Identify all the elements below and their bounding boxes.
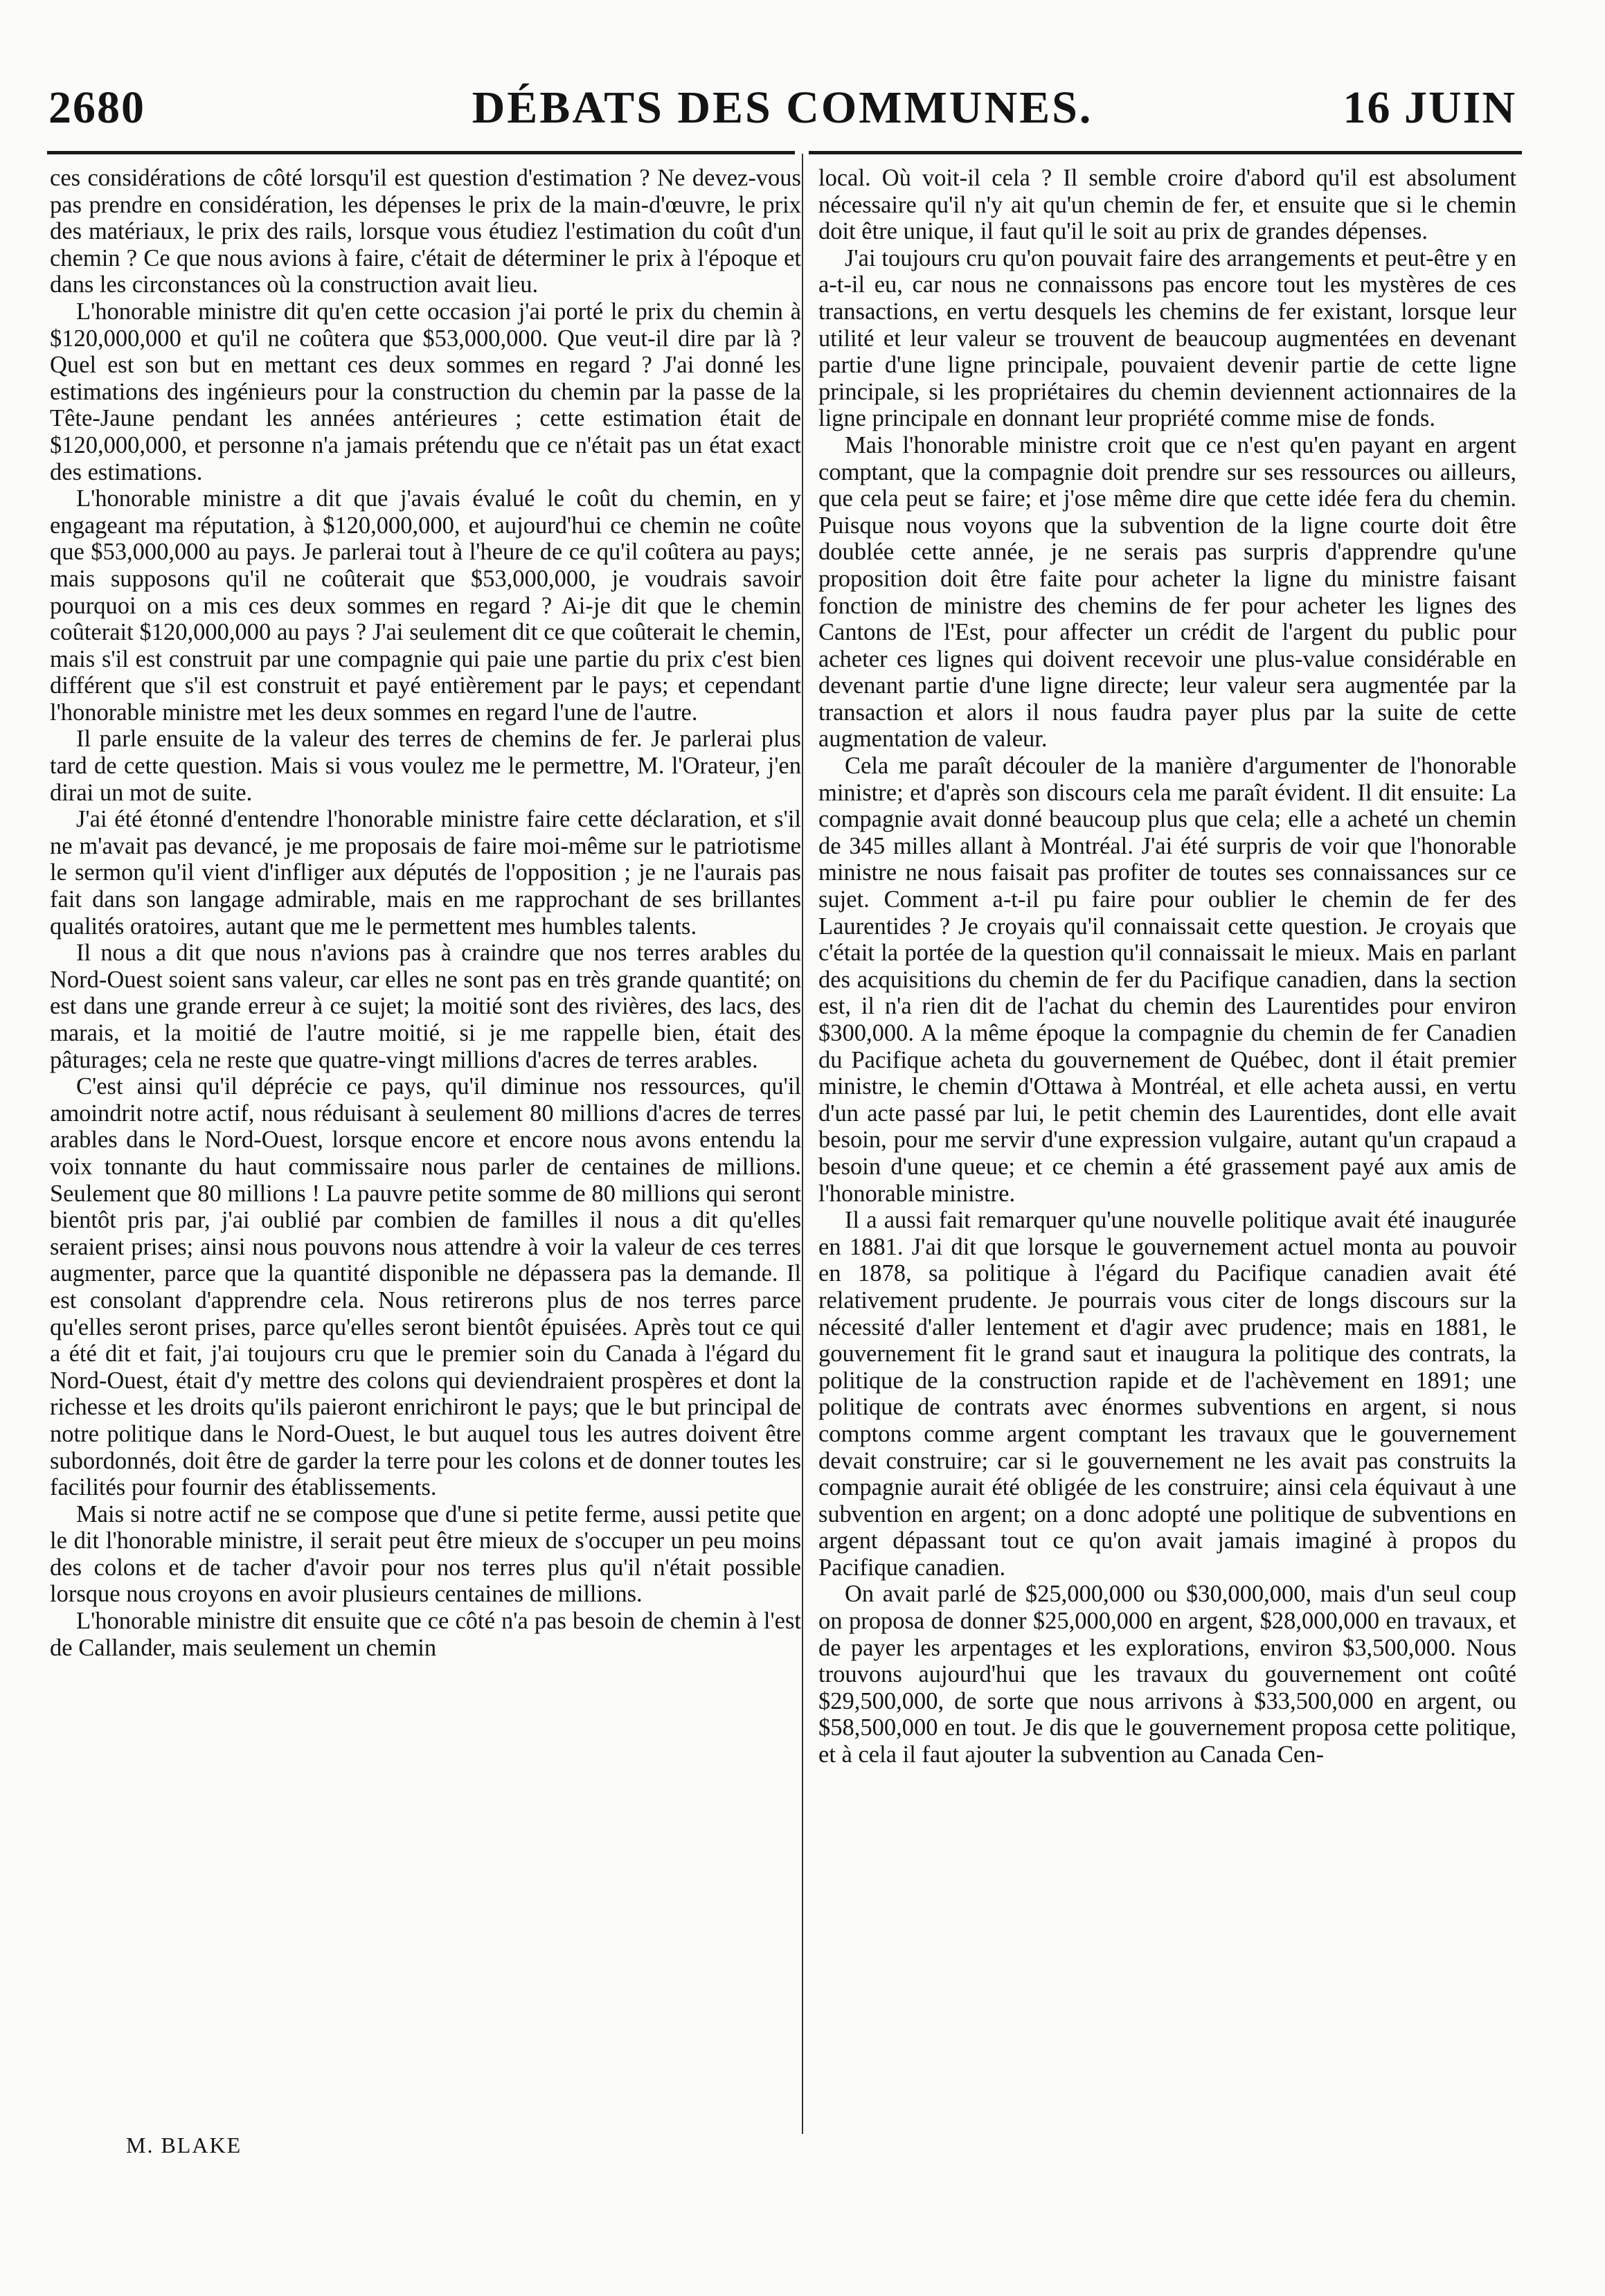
paragraph: L'honorable ministre dit ensuite que ce côté n'a pas besoin de chemin à l'est de Callander, mais seulement un chemin [50,1608,801,1661]
right-column [818,165,1516,1768]
paragraph: L'honorable ministre a dit que j'avais évalué le coût du chemin, en y engageant ma réputation, à $120,000,000, et aujourd'hui ce chemin ne coûte que $53,000,000 au pays. Je parlerai tout à l'heure de ce qu'il coûtera au pays; mais supposons qu'il ne coûterait que $53,000,000, je voudrais savoir pourquoi on a mis ces deux sommes en regard ? Ai-je dit que le chemin coûterait $120,000,000 au pays ? J'ai seulement dit ce que coûterait le chemin, mais s'il est construit par une compagnie qui paie une partie du prix c'est bien différent que s'il est construit et payé entièrement par le pays; et cependant l'honorable ministre met les deux sommes en regard l'une de l'autre. [50,485,801,726]
paragraph: ces considérations de côté lorsqu'il est question d'estimation ? Ne devez-vous pas prendre en considération, les dépenses le prix de la main-d'œuvre, le prix des matériaux, le prix des rails, lorsque vous étudiez l'estimation du coût d'un chemin ? Ce que nous avions à faire, c'était de déterminer le prix à l'époque et dans les circonstances où la construction avait lieu. [50,165,801,298]
paragraph: J'ai été étonné d'entendre l'honorable ministre faire cette déclaration, et s'il ne m'avait pas devancé, je me proposais de faire moi-même sur le patriotisme le sermon qu'il vient d'infliger aux députés de l'opposition ; je ne l'aurais pas fait dans son langage admirable, mais en me rapprochant de ses brillantes qualités oratoires, autant que me le permettent mes humbles talents. [50,806,801,940]
header-rule-right [809,151,1522,154]
paragraph: L'honorable ministre dit qu'en cette occasion j'ai porté le prix du chemin à $120,000,000 et qu'il ne coûtera que $53,000,000. Que veut-il dire par là ? Quel est son but en mettant ces deux sommes en regard ? J'ai donné les estimations des ingénieurs pour la construction du chemin par la passe de la Tête-Jaune pendant les années antérieures ; cette estimation était de $120,000,000, et personne n'a jamais prétendu que ce n'était pas un état exact des estimations. [50,298,801,485]
column-divider [802,154,803,2134]
page-date: 16 JUIN [1343,82,1516,133]
paragraph: Il nous a dit que nous n'avions pas à craindre que nos terres arables du Nord-Ouest soient sans valeur, car elles ne sont pas en très grande quantité; on est dans une grande erreur à ce sujet; la moitié sont des rivières, des lacs, des marais, et la moitié de l'autre moitié, si je me rappelle bien, était des pâturages; cela ne reste que quatre-vingt millions d'acres de terres arables. [50,940,801,1073]
header-rule-left [47,151,795,154]
paragraph: Mais si notre actif ne se compose que d'une si petite ferme, aussi petite que le dit l'honorable ministre, il serait peut être mieux de s'occuper un peu moins des colons et de tacher d'avoir pour nos terres plus qu'il n'était possible lorsque nous croyons en avoir plusieurs centaines de millions. [50,1500,801,1608]
left-column [50,165,801,1661]
paragraph: Cela me paraît découler de la manière d'argumenter de l'honorable ministre; et d'après son discours cela me paraît évident. Il dit ensuite: La compagnie avait donné beaucoup plus que cela; elle a acheté un chemin de 345 milles allant à Montréal. J'ai été surpris de voir que l'honorable ministre ne nous faisait pas profiter de toutes ses connaissances sur ce sujet. Comment a-t-il pu faire pour oublier le chemin de fer des Laurentides ? Je croyais qu'il connaissait cette question. Je croyais que c'était la portée de la question qu'il connaissait le mieux. Mais en parlant des acquisitions du chemin de fer du Pacifique canadien, dans la section est, il n'a rien dit de l'achat du chemin des Laurentides pour environ $300,000. A la même époque la compagnie du chemin de fer Canadien du Pacifique acheta du gouvernement de Québec, dont il était premier ministre, le chemin d'Ottawa à Montréal, et elle acheta aussi, en vertu d'un acte passé par lui, le petit chemin des Laurentides, dont elle avait besoin, pour me servir d'une expression vulgaire, autant qu'un crapaud a besoin d'une queue; et ce chemin a été grassement payé aux amis de l'honorable ministre. [818,753,1516,1207]
paragraph: local. Où voit-il cela ? Il semble croire d'abord qu'il est absolument nécessaire qu'il n'y ait qu'un chemin de fer, et ensuite que si le chemin doit être unique, il faut qu'il le soit au prix de grandes dépenses. [818,165,1516,245]
paragraph: J'ai toujours cru qu'on pouvait faire des arrangements et peut-être y en a-t-il eu, car nous ne connaissons pas encore tout les mystères de ces transactions, en vertu desquels les chemins de fer existant, lorsque leur utilité et leur valeur se trouvent de beaucoup augmentées en devenant partie d'une ligne principale, pouvaient devenir partie de cette ligne principale, si les propriétaires du chemin deviennent actionnaires de la ligne principale en donnant leur propriété comme mise de fonds. [818,244,1516,432]
paragraph: Il a aussi fait remarquer qu'une nouvelle politique avait été inaugurée en 1881. J'ai dit que lorsque le gouvernement actuel monta au pouvoir en 1878, sa politique à l'égard du Pacifique canadien avait été relativement prudente. Je pourrais vous citer de longs discours sur la nécessité d'aller lentement et d'agir avec prudence; mais en 1881, le gouvernement fit le grand saut et inaugura la politique des contrats, la politique de la construction rapide et de l'achèvement en 1891; une politique de contrats avec énormes subventions en argent, si nous comptons comme argent comptant les travaux que le gouvernement devait construire; car si le gouvernement ne les avait pas construits la compagnie aurait été obligée de les construire; ainsi cela équivaut à une subvention en argent; on a donc adopté une politique de subventions en argent dépassant tout ce qu'on avait jamais imaginé à propos du Pacifique canadien. [818,1207,1516,1581]
paragraph: C'est ainsi qu'il déprécie ce pays, qu'il diminue nos ressources, qu'il amoindrit notre actif, nous réduisant à seulement 80 millions d'acres de terres arables dans le Nord-Ouest, lorsque encore et encore nous avons entendu la voix tonnante du haut commissaire nous parler de centaines de millions. Seulement que 80 millions ! La pauvre petite somme de 80 millions qui seront bientôt pris par, j'ai oublié par combien de familles il nous a dit qu'elles seraient prises; ainsi nous pouvons nous attendre à voir la valeur de ces terres augmenter, parce que la quantité disponible ne dépassera pas la demande. Il est consolant d'apprendre cela. Nous retirerons plus de nos terres parce qu'elles seront prises, parce qu'elles seront bientôt épuisées. Après tout ce qui a été dit et fait, j'ai toujours cru que le premier soin du Canada à l'égard du Nord-Ouest, était d'y mettre des colons qui deviendraient prospères et dont la richesse et les droits qu'ils paieront enrichiront le pays; que le but principal de notre politique dans le Nord-Ouest, le but auquel tous les autres doivent être subordonnés, doit être de garder la terre pour les colons et de donner toutes les facilités pour fournir des établissements. [50,1073,801,1501]
speaker-name: M. BLAKE [126,2133,242,2158]
journal-title: DÉBATS DES COMMUNES. [472,82,1093,133]
paragraph: Mais l'honorable ministre croit que ce n'est qu'en payant en argent comptant, que la compagnie doit prendre sur ses ressources ou ailleurs, que cela peut se faire; et j'ose même dire que cette idée fera du chemin. Puisque nous voyons que la subvention de la ligne courte doit être doublée cette année, je ne serais pas surpris d'apprendre qu'une proposition doit être faite pour acheter la ligne du ministre faisant fonction de ministre des chemins de fer pour acheter les lignes des Cantons de l'Est, pour affecter un crédit de l'argent du public pour acheter ces lignes qui doivent recevoir une plus-value considérable en devenant partie d'une ligne directe; leur valeur sera augmentée par la transaction et alors il nous faudra payer plus par la suite de cette augmentation de valeur. [818,431,1516,753]
page-number: 2680 [48,82,145,133]
paragraph: On avait parlé de $25,000,000 ou $30,000,000, mais d'un seul coup on proposa de donner $25,000,000 en argent, $28,000,000 en travaux, et de payer les arpentages et les explorations, environ $3,500,000. Nous trouvons aujourd'hui que les travaux du gouvernement ont coûté $29,500,000, de sorte que nous arrivons à $33,500,000 en argent, ou $58,500,000 en tout. Je dis que le gouvernement proposa cette politique, et à cela il faut ajouter la subvention au Canada Cen- [818,1581,1516,1768]
paragraph: Il parle ensuite de la valeur des terres de chemins de fer. Je parlerai plus tard de cette question. Mais si vous voulez me le permettre, M. l'Orateur, j'en dirai un mot de suite. [50,726,801,806]
page-header [48,82,1516,144]
